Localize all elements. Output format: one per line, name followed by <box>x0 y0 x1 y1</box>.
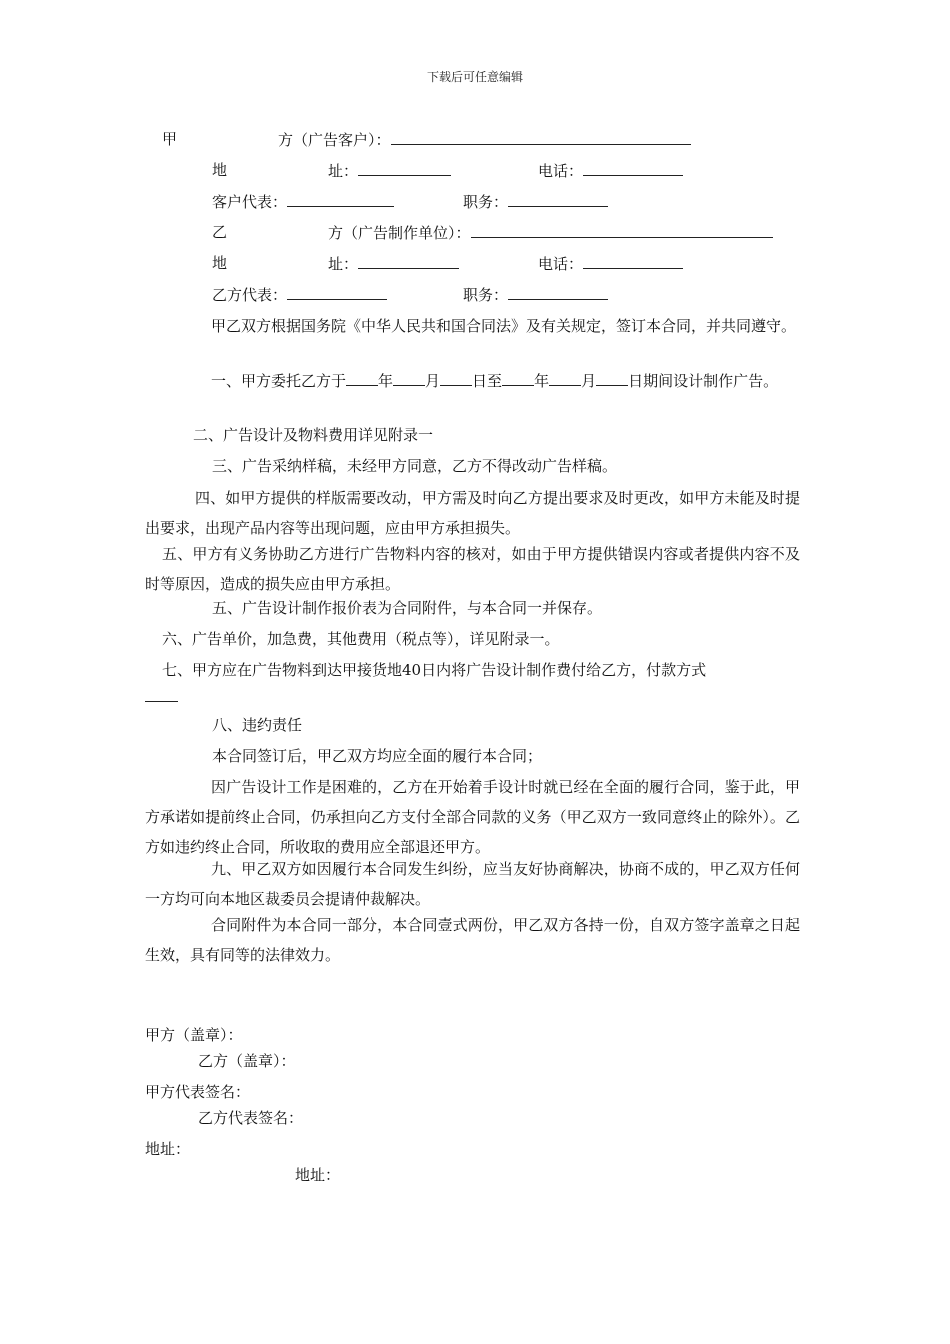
party-b-phone-label: 电话： <box>538 255 584 273</box>
clause-4: 四、如甲方提供的样版需要改动，甲方需及时向乙方提出要求及时更改，如甲方未能及时提出要求，出现产品内容等出现问题，应由甲方承担损失。 <box>145 489 800 537</box>
clause-1-year-2: 年 <box>534 372 550 390</box>
party-b-label-first: 乙 <box>212 223 228 241</box>
party-a-rep-label: 客户代表： <box>212 193 288 211</box>
party-a-phone-label: 电话： <box>538 162 584 180</box>
clause-1-day-1: 日至 <box>472 372 503 390</box>
clause-9: 九、甲乙双方如因履行本合同发生纠纷，应当友好协商解决，协商不成的，甲乙双方任何一方均可向本地区裁委员会提请仲裁解决。 <box>145 860 800 908</box>
clause-6: 六、广告单价，加急费，其他费用（税点等），详见附录一。 <box>162 630 560 648</box>
party-a-phone-blank[interactable] <box>583 160 683 176</box>
party-a-name-blank[interactable] <box>391 129 691 145</box>
party-a-address-sign-label: 地址： <box>145 1140 191 1158</box>
party-b-address-blank[interactable] <box>358 253 459 269</box>
clause-2: 二、广告设计及物料费用详见附录一 <box>193 426 434 444</box>
party-b-address-line <box>328 253 459 274</box>
clause-1-text-rest: 日期间设计制作广告。 <box>628 372 779 390</box>
clause-1-day-blank-1[interactable] <box>440 370 472 386</box>
party-b-rep-line <box>212 284 387 305</box>
clause-1-year-blank-2[interactable] <box>502 370 534 386</box>
clause-1-text-a: 一、甲方委托乙方于 <box>211 372 347 390</box>
clause-1-month-1: 月 <box>425 372 441 390</box>
party-b-signature-label: 乙方代表签名： <box>198 1109 304 1127</box>
intro-paragraph: 甲乙双方根据国务院《中华人民共和国合同法》及有关规定，签订本合同，并共同遵守。 <box>211 317 797 335</box>
party-b-line <box>328 222 773 243</box>
clause-7: 七、甲方应在广告物料到达甲接货地40日内将广告设计制作费付给乙方，付款方式 <box>162 661 707 679</box>
party-b-rep-blank[interactable] <box>287 284 387 300</box>
party-b-phone-line <box>538 253 683 274</box>
clause-3: 三、广告采纳样稿，未经甲方同意，乙方不得改动广告样稿。 <box>212 457 618 475</box>
party-b-title-blank[interactable] <box>508 284 608 300</box>
party-b-address-label: 址： <box>328 255 359 273</box>
party-a-label-first: 甲 <box>162 130 178 148</box>
clause-7-payment-blank-line <box>145 686 178 707</box>
clause-1-year-1: 年 <box>378 372 394 390</box>
party-b-address-sign-label: 地址： <box>295 1166 341 1184</box>
party-a-label: 方（广告客户）： <box>278 131 391 149</box>
party-b-phone-blank[interactable] <box>583 253 683 269</box>
party-b-title-label: 职务： <box>463 286 509 304</box>
clause-8-paragraph-2: 因广告设计工作是困难的，乙方在开始着手设计时就已经在全面的履行合同，鉴于此，甲方承诺如提前终止合同，仍承担向乙方支付全部合同款的义务（甲乙双方一致同意终止的除外）。乙方如违约终止合同，所收取的费用应全部退还甲方。 <box>145 778 800 856</box>
clause-8-title: 八、违约责任 <box>212 716 303 734</box>
party-b-label: 方（广告制作单位）： <box>328 224 471 242</box>
party-a-signature-label: 甲方代表签名： <box>145 1083 251 1101</box>
clause-1-day-blank-2[interactable] <box>596 370 628 386</box>
party-a-address-label: 址： <box>328 162 359 180</box>
party-b-name-blank[interactable] <box>471 222 773 238</box>
party-a-rep-line <box>212 191 394 212</box>
clause-5a: 五、甲方有义务协助乙方进行广告物料内容的核对，如由于甲方提供错误内容或者提供内容不及时等原因，造成的损失应由甲方承担。 <box>145 545 800 593</box>
party-b-title-line <box>463 284 608 305</box>
party-a-address-label-first: 地 <box>212 161 228 179</box>
clause-7-payment-blank[interactable] <box>145 686 178 702</box>
party-a-address-line <box>328 160 451 181</box>
closing-paragraph: 合同附件为本合同一部分，本合同壹式两份，甲乙双方各持一份，自双方签字盖章之日起生效，具有同等的法律效力。 <box>145 916 800 964</box>
clause-1-month-blank-1[interactable] <box>393 370 425 386</box>
party-b-seal-label: 乙方（盖章）： <box>198 1052 296 1070</box>
party-a-title-line <box>463 191 608 212</box>
party-a-title-blank[interactable] <box>508 191 608 207</box>
clause-1-month-2: 月 <box>581 372 597 390</box>
clause-5b: 五、广告设计制作报价表为合同附件，与本合同一并保存。 <box>212 599 603 617</box>
party-a-seal-label: 甲方（盖章）： <box>145 1026 243 1044</box>
header-note: 下载后可任意编辑 <box>426 70 523 84</box>
party-a-rep-blank[interactable] <box>287 191 394 207</box>
party-b-address-label-first: 地 <box>212 254 228 272</box>
party-a-line <box>278 129 691 150</box>
party-a-address-blank[interactable] <box>358 160 451 176</box>
clause-1 <box>145 366 800 396</box>
clause-1-year-blank-1[interactable] <box>346 370 378 386</box>
party-b-rep-label: 乙方代表： <box>212 286 288 304</box>
clause-8-paragraph-1: 本合同签订后，甲乙双方均应全面的履行本合同； <box>212 747 543 765</box>
party-a-phone-line <box>538 160 683 181</box>
clause-1-month-blank-2[interactable] <box>549 370 581 386</box>
party-a-title-label: 职务： <box>463 193 509 211</box>
